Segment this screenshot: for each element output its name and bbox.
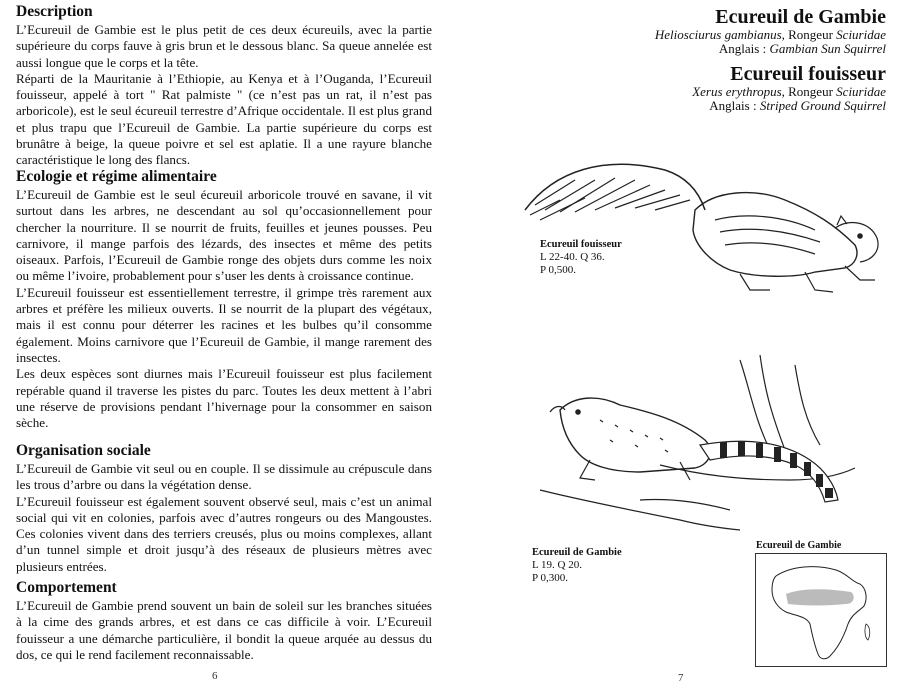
caption-gambie-weight: P 0,300. — [532, 572, 568, 584]
caption-gambie — [532, 546, 622, 585]
caption-gambie-name: Ecureuil de Gambie — [532, 547, 622, 558]
organisation-paragraph-1: L’Ecureuil de Gambie vit seul ou en couple. Il se dissimule au crépuscule dans les trous d’arbre ou dans la végétation dense. — [16, 461, 432, 493]
distribution-map — [755, 553, 887, 667]
description-paragraph-2: Réparti de la Mauritanie à l’Ethiopie, au Kenya et à l’Ouganda, l’Ecureuil fouisseur, appelé à tort " Rat palmiste " (ce n’est pas un rat, il n’est pas arboricole), est le seul écureuil terrestre d’Afrique occidentale. Il est plus grand et plus trapu que l’Ecureuil de Gambie. La partie supérieure du corps est brunâtre à beige, la queue poivre et sel est aplatie. Il a une rayure blanche caractéristique le long des flancs. — [16, 70, 432, 168]
comportement-heading: Comportement — [16, 579, 117, 596]
organisation-heading: Organisation sociale — [16, 442, 151, 459]
caption-fouisseur-measures: L 22-40. Q 36. — [540, 251, 605, 263]
species1-title-block — [466, 6, 886, 56]
species2-scientific-name: Xerus erythropus, — [692, 84, 785, 99]
description-paragraph-1: L’Ecureuil de Gambie est le plus petit de ces deux écureuils, avec la partie supérieure du corps fauve à gris brun et le dessous blanc. Sa queue annelée est aussi longue que le corps et la tête. — [16, 22, 432, 70]
caption-fouisseur-weight: P 0,500. — [540, 264, 576, 276]
species2-order: Rongeur — [788, 84, 833, 99]
caption-fouisseur — [540, 238, 622, 277]
species2-title-block — [466, 63, 886, 113]
comportement-section — [16, 578, 432, 663]
species2-family: Sciuridae — [836, 84, 886, 99]
species1-english-name: Gambian Sun Squirrel — [769, 41, 886, 56]
ecologie-paragraph-1: L’Ecureuil de Gambie est le seul écureuil arboricole trouvé en savane, il vit surtout dans les arbres, ne descendant au sol qu’occasionnellement pour chercher la nourriture. Il se nourrit de fruits, feuilles et jeunes pousses. Peu carnivore, il mange parfois des lézards, des insectes et même des petits oiseaux. Parfois, l’Ecureuil de Gambie ronge des objets durs comme les noix ou même l’ivoire, probablement pour s’user les dents à croissance continue. — [16, 187, 432, 284]
species1-title: Ecureuil de Gambie — [715, 6, 886, 28]
species2-english-prefix: Anglais : — [709, 98, 757, 113]
ecologie-paragraph-2: L’Ecureuil fouisseur est essentiellement terrestre, il grimpe très rarement aux arbres et préfère les milieux ouverts. Il se nourrit de la plupart des végétaux, mais il est connu pour déterrer les racines et les bulbes qu’il consomme également. Moins carnivore que l’Ecureuil de Gambie, il mange rarement des insectes. — [16, 284, 432, 365]
caption-fouisseur-name: Ecureuil fouisseur — [540, 239, 622, 250]
organisation-paragraph-2: L’Ecureuil fouisseur est également souvent observé seul, mais c’est un animal social qui vit en colonies, parfois avec d’autres rongeurs ou des Mangoustes. Ces colonies vivent dans des terriers creusés, plus ou moins complexes, allant d’un tunnel simple et droit jusqu’à des réseaux de plusieurs mètres avec plusieurs entrées. — [16, 493, 432, 574]
ecologie-heading: Ecologie et régime alimentaire — [16, 168, 217, 185]
species1-order: Rongeur — [788, 27, 833, 42]
ecologie-paragraph-3: Les deux espèces sont diurnes mais l’Ecureuil fouisseur est plus facilement repérable quand il traverse les pistes du parc. Toutes les deux mettent à l’abri une réserve de provisions pendant l’hivernage pour la consommer en saison sèche. — [16, 366, 432, 431]
description-section — [16, 2, 432, 169]
species1-scientific-line — [466, 28, 886, 42]
species2-title: Ecureuil fouisseur — [730, 63, 886, 85]
africa-map-icon — [756, 554, 886, 666]
organisation-section — [16, 441, 432, 575]
gambian-squirrel-illustration — [520, 350, 870, 540]
left-page-number: 6 — [212, 670, 218, 682]
caption-gambie-measures: L 19. Q 20. — [532, 559, 583, 571]
species1-english-prefix: Anglais : — [718, 41, 767, 56]
map-label: Ecureuil de Gambie — [756, 540, 842, 551]
range-shading — [786, 589, 854, 605]
ecologie-section — [16, 167, 432, 431]
species2-english-name: Striped Ground Squirrel — [759, 98, 886, 113]
species1-english-line — [466, 42, 886, 56]
ground-squirrel-illustration — [515, 150, 895, 300]
description-heading: Description — [16, 3, 93, 20]
comportement-paragraph-1: L’Ecureuil de Gambie prend souvent un bain de soleil sur les branches situées à la cime des grands arbres, et est dans ce cas difficile à voir. L’Ecureuil fouisseur a une démarche particulière, il bondit la queue arquée au dessus du dos, ce qui le rend facilement reconnaissable. — [16, 598, 432, 662]
species1-family: Sciuridae — [836, 27, 886, 42]
species1-scientific-name: Heliosciurus gambianus, — [654, 27, 785, 42]
species2-english-line — [466, 99, 886, 113]
right-page-number: 7 — [678, 672, 684, 684]
species2-scientific-line — [466, 85, 886, 99]
